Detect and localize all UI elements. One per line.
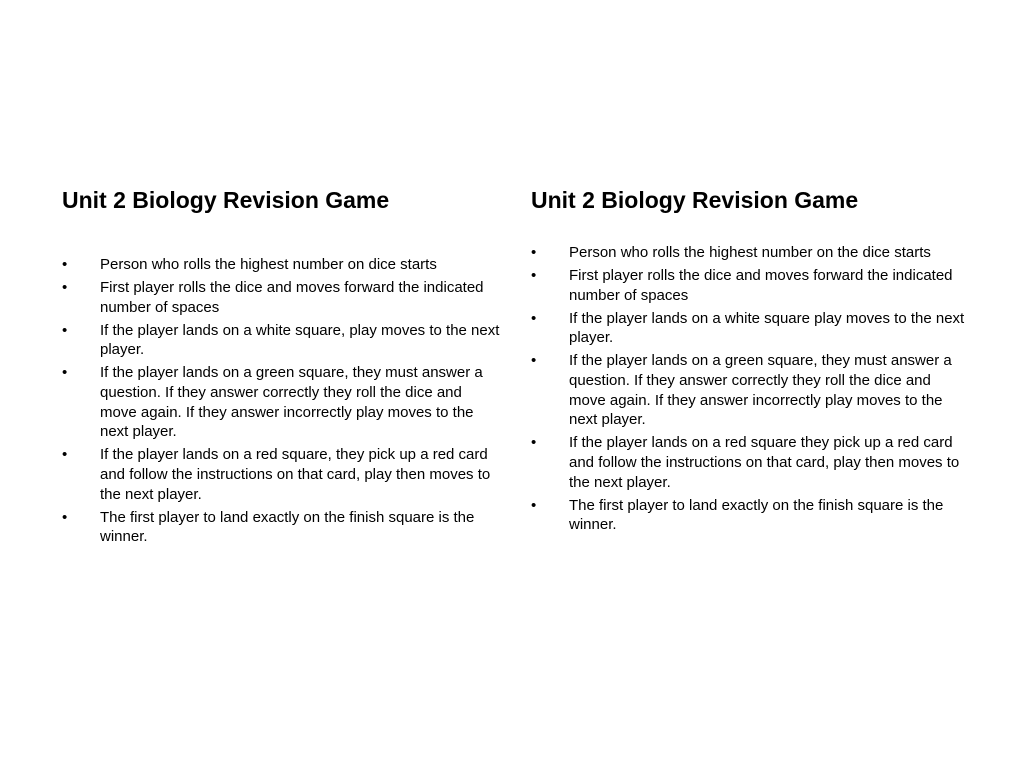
rule-item bbox=[531, 351, 971, 429]
rule-item bbox=[62, 278, 502, 317]
bullet-icon: • bbox=[531, 244, 537, 261]
rule-text: First player rolls the dice and moves forward the indicated number of spaces bbox=[100, 279, 484, 316]
bullet-icon: • bbox=[62, 364, 68, 382]
rule-text: If the player lands on a red square they pick up a red card and follow the instructions on that card, play then moves to the next player. bbox=[569, 434, 960, 491]
rules-column-right bbox=[531, 186, 971, 538]
rule-item bbox=[531, 496, 971, 535]
bullet-icon: • bbox=[531, 309, 537, 327]
rule-text: If the player lands on a green square, they must answer a question. If they answer correctly they roll the dice and move again. If they answer incorrectly play moves to the next player. bbox=[569, 352, 952, 429]
rule-text: Person who rolls the highest number on the dice starts bbox=[569, 244, 931, 261]
rule-item bbox=[531, 309, 971, 348]
rule-text: First player rolls the dice and moves forward the indicated number of spaces bbox=[569, 267, 953, 304]
game-title: Unit 2 Biology Revision Game bbox=[531, 187, 859, 213]
rule-item bbox=[62, 255, 502, 275]
bullet-icon: • bbox=[531, 496, 537, 514]
rules-column-left bbox=[62, 186, 502, 550]
bullet-icon: • bbox=[531, 434, 537, 452]
rule-item bbox=[531, 266, 971, 305]
bullet-icon: • bbox=[62, 256, 68, 273]
rule-item bbox=[62, 445, 502, 504]
rule-item bbox=[62, 321, 502, 360]
rule-text: The first player to land exactly on the finish square is the winner. bbox=[100, 508, 475, 546]
rule-item bbox=[62, 363, 502, 441]
rule-text: If the player lands on a white square, play moves to the next player. bbox=[100, 321, 500, 359]
rule-text: Person who rolls the highest number on dice starts bbox=[100, 256, 437, 273]
rule-text: If the player lands on a green square, they must answer a question. If they answer correctly they roll the dice and move again. If they answer incorrectly play moves to the next player. bbox=[100, 364, 483, 441]
game-title: Unit 2 Biology Revision Game bbox=[62, 187, 390, 213]
bullet-icon: • bbox=[531, 352, 537, 370]
rule-text: The first player to land exactly on the finish square is the winner. bbox=[569, 496, 944, 534]
rule-item bbox=[531, 243, 971, 263]
bullet-icon: • bbox=[62, 508, 68, 526]
bullet-icon: • bbox=[62, 279, 68, 297]
rule-text: If the player lands on a white square play moves to the next player. bbox=[569, 309, 965, 347]
bullet-icon: • bbox=[62, 446, 68, 464]
bullet-icon: • bbox=[62, 321, 68, 339]
rule-item bbox=[62, 508, 502, 547]
rule-item bbox=[531, 433, 971, 492]
rules-list bbox=[531, 243, 971, 535]
rule-text: If the player lands on a red square, they pick up a red card and follow the instructions on that card, play then moves to the next player. bbox=[100, 446, 491, 503]
bullet-icon: • bbox=[531, 267, 537, 285]
rules-list bbox=[62, 255, 502, 547]
